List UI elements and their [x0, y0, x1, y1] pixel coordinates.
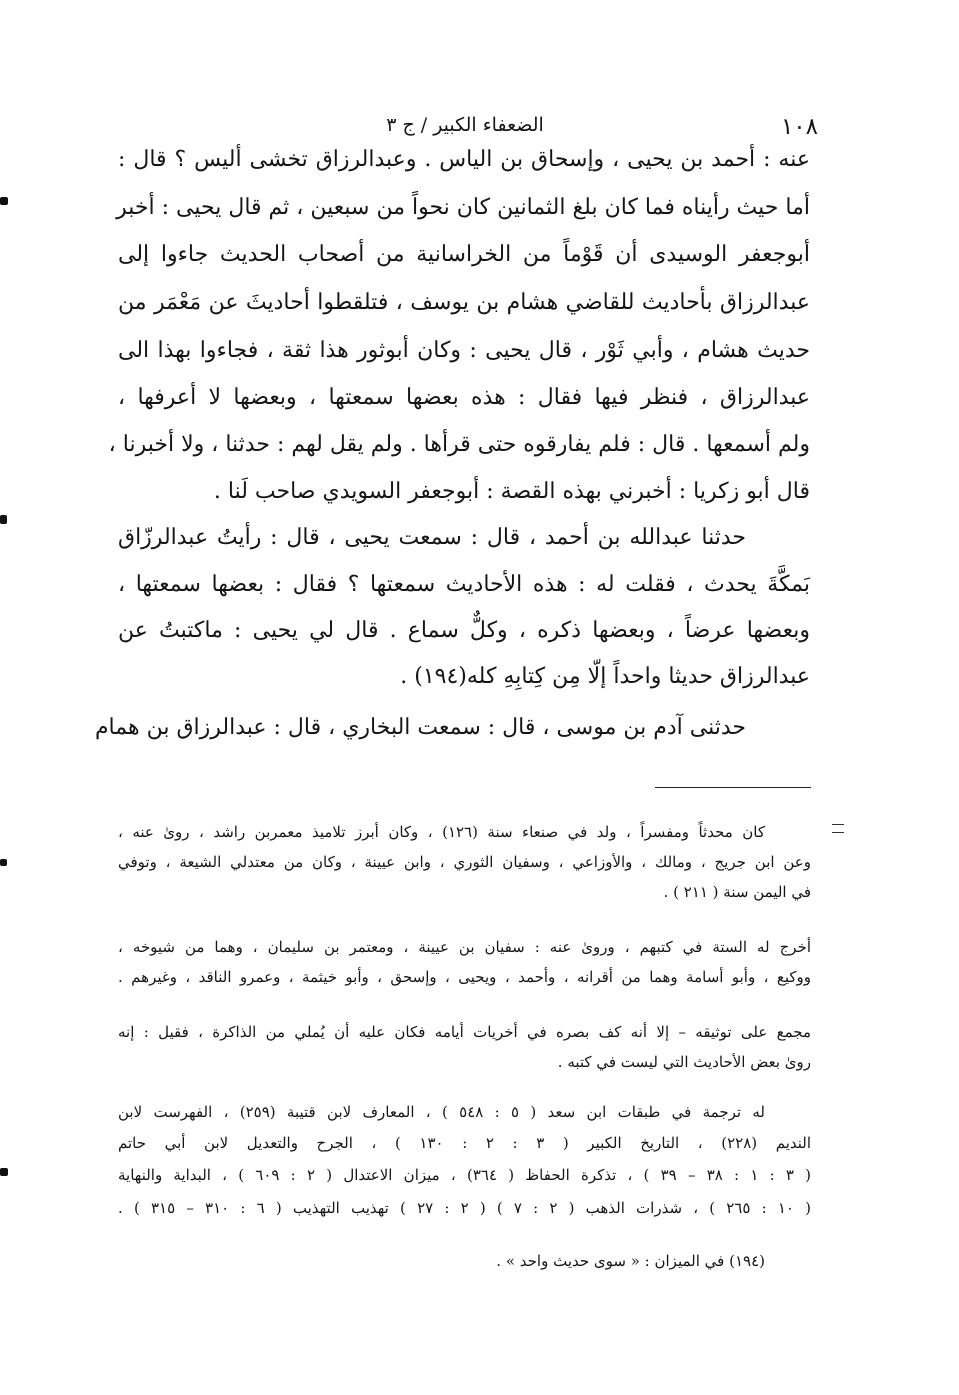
footnote-line: روىٰ بعض الأحاديث التي ليست في كتبه . [557, 1053, 811, 1071]
footnote-separator [655, 787, 811, 788]
scan-mark [0, 197, 8, 205]
text-line: عنه : أحمد بن يحيى ، وإسحاق بن الياس . وعبدالرزاق تخشى أليس ؟ قال : [118, 147, 810, 172]
footnote-line: مجمع على توثيقه – إلا أنه كف بصره في أخريات أيامه فكان عليه أن يُملي من الذاكرة ، فقيل : إنه [118, 1023, 811, 1041]
text-line: حدثنا عبدالله بن أحمد ، قال : سمعت يحيى ، قال : رأيتُ عبدالرزّاق [118, 525, 746, 550]
scan-mark [0, 1168, 8, 1176]
footnote-line: أخرج له الستة في كتبهم ، وروىٰ عنه : سفيان بن عيينة ، ومعتمر بن سليمان ، وهما من شيوخه ، [118, 938, 811, 956]
margin-mark [832, 824, 844, 833]
text-line: عبدالرزاق حديثا واحداً إلّا مِن كِتابِهِ كله(١٩٤) . [400, 664, 810, 689]
footnote-line: النديم (٢٢٨) ، التاريخ الكبير ( ٣ : ٢ : ١٣٠ ) ، الجرح والتعديل لابن أبي حاتم [118, 1134, 812, 1152]
text-line: وبعضها عرضاً ، وبعضها ذكره ، وكلٌّ سماع . قال لي يحيى : ماكتبتُ عن [118, 618, 810, 643]
footnote-line: وعن ابن جريج ، ومالك ، والأوزاعي ، وسفيان الثوري ، وابن عيينة ، وكان من معتدلي الشيعة ، وتوفي [118, 853, 811, 871]
page-number: ١٠٨ [780, 114, 818, 140]
text-line: حدثنى آدم بن موسى ، قال : سمعت البخاري ، قال : عبدالرزاق بن همام [94, 715, 746, 740]
text-line: عبدالرزاق بأحاديث للقاضي هشام بن يوسف ، فتلقطوا أحاديثَ عن مَعْمَر من [118, 290, 810, 315]
text-line: عبدالرزاق ، فنظر فيها فقال : هذه بعضها سمعتها ، وبعضها لا أعرفها ، [118, 385, 810, 410]
text-line: حديث هشام ، وأبي ثَوْر ، قال يحيى : وكان أبوثور هذا ثقة ، فجاءوا بهذا الى [118, 338, 810, 363]
footnote-line: ( ٣ : ١ : ٣٨ – ٣٩ ) ، تذكرة الحفاظ ( ٣٦٤) ، ميزان الاعتدال ( ٢ : ٦٠٩ ) ، البداية والنهاية [118, 1166, 812, 1184]
text-line: بَمكَّةَ يحدث ، فقلت له : هذه الأحاديث سمعتها ؟ فقال : بعضها سمعتها ، [118, 572, 810, 597]
footnote-line: في اليمن سنة ( ٢١١ ) . [663, 883, 811, 901]
footnote-line: كان محدثاً ومفسراً ، ولد في صنعاء سنة (١٢٦) ، وكان أبرز تلاميذ معمربن راشد ، روىٰ عنه ، [118, 823, 765, 841]
footnote-line: له ترجمة في طبقات ابن سعد ( ٥ : ٥٤٨ ) ، المعارف لابن قتيبة (٢٥٩) ، الفهرست لابن [118, 1103, 766, 1121]
footnote-line: (١٩٤) في الميزان : « سوى حديث واحد » . [496, 1252, 765, 1270]
running-title: الضعفاء الكبير / ج ٣ [386, 114, 544, 136]
text-line: أما حيث رأيناه فما كان بلغ الثمانين كان نحواً من سبعين ، ثم قال يحيى : أخبر [116, 195, 810, 220]
text-line: أبوجعفر الوسيدى أن قَوْماً من الخراسانية من أصحاب الحديث جاءوا إلى [118, 242, 810, 267]
text-line: قال أبو زكريا : أخبرني بهذه القصة : أبوجعفر السويدي صاحب لَنا . [213, 479, 810, 504]
footnote-line: ( ١٠ : ٢٦٥ ) ، شذرات الذهب ( ٢ : ٧ ) ( ٢ : ٢٧ ) تهذيب التهذيب ( ٦ : ٣١٠ – ٣١٥ ) . [118, 1199, 811, 1217]
text-line: ولم أسمعها . قال : فلم يفارقوه حتى قرأها . ولم يقل لهم : حدثنا ، ولا أخبرنا ، [108, 432, 810, 457]
scan-mark [0, 515, 7, 524]
scan-mark [0, 859, 7, 866]
footnote-line: ووكيع ، وأبو أسامة وهما من أقرانه ، وأحمد ، ويحيى ، وإسحق ، وأبو خيثمة ، وعمرو الناقد ، وغيرهم . [118, 968, 811, 986]
